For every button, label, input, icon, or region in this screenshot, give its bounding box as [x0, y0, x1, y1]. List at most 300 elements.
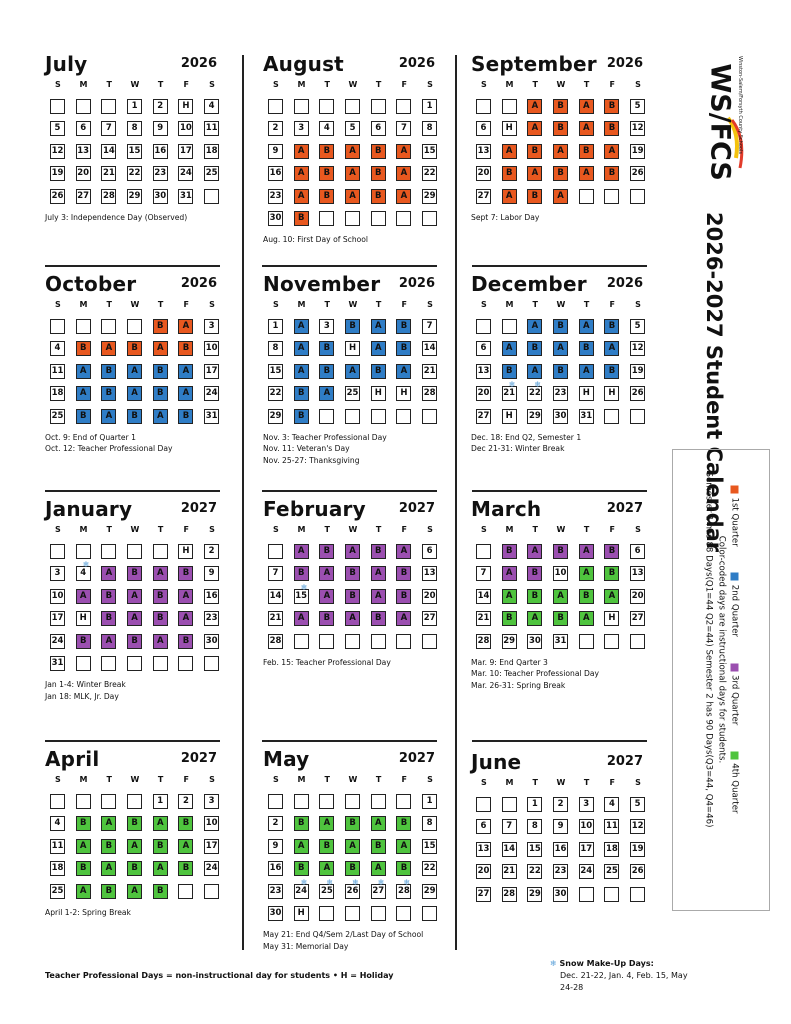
legend-quarter — [728, 573, 741, 637]
day-box: B — [319, 341, 334, 356]
month-header — [471, 497, 651, 523]
day-cell — [625, 99, 651, 117]
day-box: 14 — [268, 589, 283, 604]
snowflake-icon: ❄ — [300, 877, 308, 887]
day-box: 20 — [476, 864, 491, 879]
day-cell — [574, 797, 600, 815]
month-note: Mar. 26-31: Spring Break — [471, 680, 566, 690]
day-box — [579, 887, 594, 902]
day-box: A — [604, 589, 619, 604]
day-cell — [71, 884, 97, 902]
day-cell — [289, 861, 315, 879]
week-row — [263, 166, 443, 184]
day-cell — [625, 819, 651, 837]
day-cell — [497, 409, 523, 427]
day-cell — [522, 364, 548, 382]
weekday-label: S — [209, 80, 215, 89]
day-box: A — [76, 839, 91, 854]
week-row — [471, 589, 651, 607]
day-cell — [599, 634, 625, 652]
day-box: 20 — [476, 166, 491, 181]
day-box: 7 — [101, 121, 116, 136]
weekday-label: T — [324, 80, 330, 89]
day-box — [396, 99, 411, 114]
day-box — [604, 887, 619, 902]
day-box: A — [178, 386, 193, 401]
day-box: A — [76, 386, 91, 401]
day-cell — [263, 409, 289, 427]
day-cell — [314, 144, 340, 162]
month-may — [263, 747, 443, 952]
day-cell — [122, 544, 148, 562]
weekday-label: T — [324, 300, 330, 309]
day-cell — [574, 589, 600, 607]
day-box: B — [371, 166, 386, 181]
day-box: H — [294, 906, 309, 921]
weekday-label: T — [157, 80, 164, 89]
day-box — [50, 794, 65, 809]
day-box: 14 — [101, 144, 116, 159]
day-cell — [173, 816, 199, 834]
month-year: 2026 — [398, 56, 435, 71]
weekday-label: S — [635, 80, 641, 89]
day-cell — [497, 797, 523, 815]
day-cell — [314, 341, 340, 359]
day-cell — [548, 144, 574, 162]
day-box: A — [127, 884, 142, 899]
day-cell — [199, 589, 225, 607]
day-box: A — [371, 341, 386, 356]
day-cell — [148, 409, 174, 427]
day-box: 29 — [422, 189, 437, 204]
day-cell — [199, 166, 225, 184]
day-box — [268, 544, 283, 559]
weekday-label: M — [79, 300, 88, 309]
day-cell — [340, 99, 366, 117]
day-cell — [391, 341, 417, 359]
weekday-label: S — [480, 80, 487, 89]
day-box: A — [527, 166, 542, 181]
day-cell — [417, 861, 443, 879]
day-box: A — [178, 839, 193, 854]
day-box: B — [396, 319, 411, 334]
snow-title: Snow Make-Up Days: — [559, 959, 654, 968]
day-box — [345, 634, 360, 649]
day-cell — [599, 589, 625, 607]
day-cell — [148, 861, 174, 879]
weekday-label: F — [183, 775, 190, 784]
weekday-label: T — [106, 80, 112, 89]
day-cell — [263, 189, 289, 207]
day-cell — [45, 544, 71, 562]
month-note: April 1-2: Spring Break — [45, 907, 131, 917]
day-cell — [574, 121, 600, 139]
weekday-label: W — [556, 80, 566, 89]
day-box: 23 — [553, 864, 568, 879]
day-box: A — [153, 861, 168, 876]
day-cell — [148, 121, 174, 139]
day-box: 30 — [153, 189, 168, 204]
day-cell — [471, 364, 497, 382]
day-cell — [497, 189, 523, 207]
day-box: 24 — [294, 884, 309, 899]
day-box: B — [345, 566, 360, 581]
day-box: A — [371, 861, 386, 876]
day-box: A — [371, 566, 386, 581]
day-box: A — [76, 589, 91, 604]
row-divider — [472, 490, 647, 492]
month-april — [45, 747, 225, 918]
day-box: A — [502, 566, 517, 581]
day-box: 4 — [50, 341, 65, 356]
day-cell — [599, 166, 625, 184]
day-box: 14 — [422, 341, 437, 356]
day-box: A — [579, 99, 594, 114]
weekday-label: F — [183, 300, 190, 309]
day-cell — [71, 99, 97, 117]
day-cell — [548, 611, 574, 629]
day-box: 15 — [294, 589, 309, 604]
day-cell — [96, 884, 122, 902]
day-cell — [574, 341, 600, 359]
day-cell — [497, 99, 523, 117]
day-box: 16 — [204, 589, 219, 604]
day-box: 5 — [630, 319, 645, 334]
day-box — [422, 906, 437, 921]
week-row — [45, 409, 225, 427]
week-row — [471, 887, 651, 905]
day-cell — [497, 121, 523, 139]
day-box: 4 — [204, 99, 219, 114]
day-box: 30 — [553, 887, 568, 902]
column-divider — [242, 55, 244, 950]
day-cell — [391, 816, 417, 834]
day-box: 26 — [630, 166, 645, 181]
month-header — [263, 52, 443, 78]
day-cell — [417, 566, 443, 584]
row-divider — [45, 490, 220, 492]
day-box: B — [553, 121, 568, 136]
weekday-label: S — [54, 775, 61, 784]
day-box: 7 — [422, 319, 437, 334]
week-row — [471, 166, 651, 184]
day-cell — [599, 611, 625, 629]
day-cell — [471, 144, 497, 162]
day-cell — [173, 386, 199, 404]
month-notes — [45, 907, 225, 919]
weekday-label: T — [375, 525, 382, 534]
day-cell — [599, 544, 625, 562]
day-box: 15 — [268, 364, 283, 379]
day-cell — [417, 839, 443, 857]
day-box: A — [294, 319, 309, 334]
day-box: B — [604, 166, 619, 181]
day-cell — [122, 566, 148, 584]
day-cell — [625, 566, 651, 584]
day-box: B — [319, 166, 334, 181]
day-cell — [148, 884, 174, 902]
day-box: B — [553, 319, 568, 334]
day-box: B — [153, 364, 168, 379]
month-header — [45, 497, 225, 523]
month-note: Sept 7: Labor Day — [471, 212, 540, 222]
day-cell — [366, 409, 392, 427]
day-box: 17 — [204, 364, 219, 379]
day-box: 7 — [396, 121, 411, 136]
day-cell — [625, 319, 651, 337]
day-cell — [148, 794, 174, 812]
day-box: 29 — [268, 409, 283, 424]
day-cell — [122, 611, 148, 629]
day-cell — [263, 99, 289, 117]
day-box: 10 — [50, 589, 65, 604]
day-box — [50, 319, 65, 334]
month-november — [263, 272, 443, 466]
day-cell — [71, 319, 97, 337]
day-cell — [289, 582, 315, 607]
day-cell — [548, 386, 574, 404]
day-box: 22 — [527, 864, 542, 879]
day-cell — [314, 319, 340, 337]
day-box: A — [319, 589, 334, 604]
day-cell — [522, 797, 548, 815]
page-title: 2026-2027 Student Calendar — [702, 212, 726, 553]
day-cell — [366, 166, 392, 184]
day-cell — [417, 319, 443, 337]
day-box — [396, 794, 411, 809]
day-cell — [391, 386, 417, 404]
weekday-label: F — [401, 300, 408, 309]
day-box: 20 — [76, 166, 91, 181]
day-box: 23 — [268, 189, 283, 204]
week-row — [263, 794, 443, 812]
day-cell — [625, 121, 651, 139]
day-box: 5 — [630, 99, 645, 114]
day-cell — [122, 121, 148, 139]
month-year: 2026 — [606, 56, 643, 71]
week-row — [45, 560, 225, 584]
day-cell — [548, 189, 574, 207]
weekday-label: T — [106, 300, 112, 309]
day-box — [604, 634, 619, 649]
day-cell — [96, 166, 122, 184]
day-box: B — [178, 566, 193, 581]
day-box: 26 — [50, 189, 65, 204]
day-box — [476, 319, 491, 334]
day-cell — [340, 166, 366, 184]
day-cell — [366, 544, 392, 562]
day-cell — [173, 794, 199, 812]
day-box: B — [604, 319, 619, 334]
day-cell — [173, 589, 199, 607]
day-cell — [96, 816, 122, 834]
day-cell — [199, 884, 225, 902]
day-cell — [471, 887, 497, 905]
day-box — [204, 656, 219, 671]
month-year: 2027 — [398, 751, 435, 766]
day-box: 22 — [127, 166, 142, 181]
snowflake-icon: ❄ — [326, 877, 334, 887]
day-box — [396, 906, 411, 921]
day-cell — [340, 816, 366, 834]
day-box — [76, 99, 91, 114]
day-cell — [574, 144, 600, 162]
weekday-label: S — [209, 775, 215, 784]
day-box — [476, 544, 491, 559]
day-box: A — [319, 861, 334, 876]
day-box: 9 — [268, 839, 283, 854]
month-december — [471, 272, 651, 455]
weekday-label: T — [375, 80, 382, 89]
day-box: 25 — [50, 884, 65, 899]
legend-swatch — [731, 663, 739, 671]
day-box: A — [153, 634, 168, 649]
week-row — [45, 121, 225, 139]
day-box: A — [294, 341, 309, 356]
day-cell — [417, 634, 443, 652]
day-cell — [417, 906, 443, 924]
day-cell — [625, 589, 651, 607]
weekday-label: M — [505, 80, 514, 89]
snowflake-icon: ❄ — [550, 959, 557, 968]
day-box: 10 — [204, 816, 219, 831]
day-box: B — [396, 861, 411, 876]
week-row — [45, 861, 225, 879]
week-row — [471, 797, 651, 815]
day-cell — [96, 319, 122, 337]
day-cell — [417, 189, 443, 207]
day-box: 16 — [268, 861, 283, 876]
weekday-label: M — [505, 778, 514, 787]
month-name: June — [471, 750, 522, 774]
day-box — [371, 409, 386, 424]
weekday-label: W — [348, 775, 358, 784]
day-cell — [548, 544, 574, 562]
row-divider — [472, 740, 647, 742]
day-cell — [574, 544, 600, 562]
week-row — [263, 566, 443, 584]
weekday-label: S — [272, 775, 279, 784]
day-box: B — [76, 816, 91, 831]
day-cell — [173, 634, 199, 652]
day-cell — [71, 816, 97, 834]
day-box: B — [396, 566, 411, 581]
day-cell — [340, 409, 366, 427]
day-cell — [522, 611, 548, 629]
day-cell — [366, 589, 392, 607]
day-cell — [173, 319, 199, 337]
day-box: 17 — [204, 839, 219, 854]
weekday-label: W — [556, 300, 566, 309]
day-box: 11 — [204, 121, 219, 136]
weekday-header — [471, 525, 651, 539]
day-box: A — [553, 341, 568, 356]
day-box: A — [396, 144, 411, 159]
day-cell — [199, 386, 225, 404]
weekday-label: M — [505, 525, 514, 534]
weekday-header — [45, 525, 225, 539]
weekday-header — [263, 80, 443, 94]
day-cell — [263, 906, 289, 924]
day-box — [294, 99, 309, 114]
month-notes — [45, 212, 225, 224]
month-year: 2026 — [180, 56, 217, 71]
day-cell — [340, 386, 366, 404]
day-box: A — [345, 144, 360, 159]
day-cell — [471, 864, 497, 882]
day-box — [422, 409, 437, 424]
day-cell — [417, 364, 443, 382]
day-cell — [340, 121, 366, 139]
day-cell — [122, 794, 148, 812]
day-box: 4 — [604, 797, 619, 812]
day-cell — [522, 189, 548, 207]
day-cell — [497, 144, 523, 162]
day-box: 27 — [476, 189, 491, 204]
day-cell — [122, 634, 148, 652]
day-box: B — [527, 189, 542, 204]
day-box — [204, 189, 219, 204]
day-cell — [45, 99, 71, 117]
day-cell — [289, 839, 315, 857]
day-box: 28 — [101, 189, 116, 204]
day-box: B — [127, 409, 142, 424]
day-cell — [366, 877, 392, 902]
day-box: 12 — [630, 819, 645, 834]
day-cell — [471, 544, 497, 562]
week-row — [45, 319, 225, 337]
day-box: H — [178, 544, 193, 559]
weekday-label: T — [532, 778, 538, 787]
day-box: 1 — [127, 99, 142, 114]
day-box: A — [178, 364, 193, 379]
day-box: 16 — [153, 144, 168, 159]
day-box: B — [153, 839, 168, 854]
month-note: Oct. 9: End of Quarter 1 — [45, 432, 136, 442]
week-row — [471, 864, 651, 882]
day-cell — [522, 864, 548, 882]
day-cell — [289, 611, 315, 629]
week-row — [45, 656, 225, 674]
day-cell — [522, 566, 548, 584]
day-box: B — [76, 409, 91, 424]
day-cell — [199, 341, 225, 359]
day-cell — [574, 611, 600, 629]
day-box — [319, 906, 334, 921]
day-cell — [314, 611, 340, 629]
day-box: B — [294, 816, 309, 831]
day-cell — [289, 364, 315, 382]
week-row — [45, 816, 225, 834]
day-cell — [45, 319, 71, 337]
day-box: 25 — [345, 386, 360, 401]
month-note: Mar. 9: End Qarter 3 — [471, 657, 548, 667]
day-cell — [289, 634, 315, 652]
month-header — [471, 52, 651, 78]
day-cell — [173, 566, 199, 584]
day-cell — [263, 589, 289, 607]
day-cell — [471, 611, 497, 629]
day-cell — [391, 364, 417, 382]
week-row — [263, 211, 443, 229]
day-box: H — [579, 386, 594, 401]
day-box: A — [553, 589, 568, 604]
day-box: B — [178, 341, 193, 356]
day-box: A — [579, 166, 594, 181]
day-cell — [522, 166, 548, 184]
day-cell — [599, 409, 625, 427]
day-cell — [548, 819, 574, 837]
